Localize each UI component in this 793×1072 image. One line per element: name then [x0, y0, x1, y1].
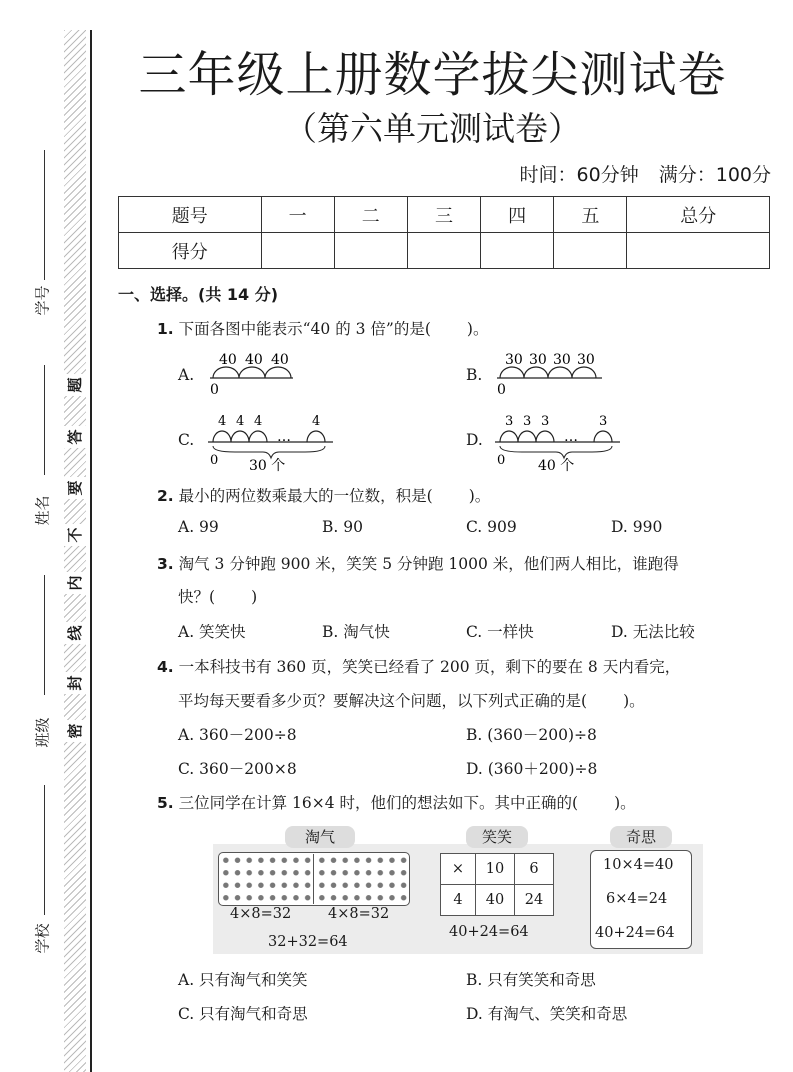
- table-cell: 得分: [119, 233, 262, 269]
- grid-cell: 10: [476, 854, 515, 885]
- name-line: [44, 365, 45, 475]
- count-label: 40 个: [538, 458, 575, 472]
- arc-label: 30: [505, 352, 523, 368]
- brace: [500, 446, 612, 458]
- diagram-c: [205, 408, 340, 472]
- table-cell: 五: [554, 197, 627, 233]
- question-5: [157, 791, 636, 813]
- option-label[interactable]: D.: [466, 431, 483, 449]
- option-c[interactable]: C. 909: [466, 518, 517, 536]
- seal-char: 线: [64, 622, 86, 644]
- qisi-line: 40+24=64: [595, 925, 675, 941]
- time-info: [500, 160, 771, 187]
- diagram-b: [492, 348, 607, 398]
- school-label: 学校: [33, 923, 52, 954]
- section-heading: 一、选择。(共 14 分): [118, 285, 279, 304]
- question-4: [157, 655, 680, 677]
- jump-arcs: [500, 367, 596, 378]
- seal-char: 题: [64, 374, 86, 396]
- option-a[interactable]: A. 99: [178, 518, 219, 536]
- option-c[interactable]: C. 360－200×8: [178, 760, 297, 778]
- score-table: [118, 196, 770, 269]
- arc-label: 30: [553, 352, 571, 368]
- option-d[interactable]: D. 990: [611, 518, 663, 536]
- full-score: 满分：100分: [658, 164, 771, 186]
- xiaoxiao-grid: [440, 853, 554, 916]
- page-title: 三年级上册数学拔尖测试卷: [138, 47, 727, 103]
- arc-label: 3: [599, 414, 608, 429]
- grid-cell: 40: [476, 885, 515, 916]
- question-text: 淘气 3 分钟跑 900 米，笑笑 5 分钟跑 1000 米，他们两人相比，谁跑得: [178, 555, 679, 573]
- qisi-name-tag: 奇思: [610, 826, 672, 848]
- zero-label: 0: [210, 453, 219, 468]
- score-cell[interactable]: [334, 233, 407, 269]
- score-cell[interactable]: [261, 233, 334, 269]
- arc-label: 30: [577, 352, 595, 368]
- taoqi-name-tag: 淘气: [285, 826, 355, 848]
- jump-arcs: [213, 367, 291, 378]
- page-subtitle: （第六单元测试卷）: [284, 109, 581, 148]
- zero-label: 0: [497, 382, 506, 398]
- question-4-line2: [178, 689, 645, 711]
- question-3-line2: [178, 585, 257, 607]
- jump-arcs: [213, 431, 325, 442]
- question-tail: )。: [468, 487, 491, 505]
- option-b[interactable]: B. 90: [322, 518, 363, 536]
- table-cell: 三: [407, 197, 480, 233]
- arc-label: 4: [312, 414, 321, 429]
- time-limit: 时间：60分钟: [519, 164, 639, 186]
- id-line: [44, 150, 45, 280]
- option-d[interactable]: D. 有淘气、笑笑和奇思: [466, 1005, 628, 1023]
- question-number: 5.: [157, 794, 174, 812]
- class-line: [44, 575, 45, 695]
- diagram-a: [205, 348, 305, 398]
- question-text: 快？(: [178, 588, 216, 606]
- question-tail: )。: [614, 794, 636, 812]
- option-b[interactable]: B. 淘气快: [322, 623, 390, 641]
- score-table-row: [119, 233, 770, 269]
- option-a[interactable]: A. 笑笑快: [178, 623, 246, 641]
- arc-label: 4: [218, 414, 227, 429]
- arc-label: 3: [541, 414, 550, 429]
- seal-char: 封: [64, 672, 86, 694]
- score-table-header: [119, 197, 770, 233]
- question-number: 2.: [157, 487, 174, 505]
- grid-cell: 4: [441, 885, 476, 916]
- dot-array-left: [220, 854, 314, 904]
- score-cell[interactable]: [407, 233, 480, 269]
- question-number: 3.: [157, 555, 174, 573]
- table-cell: 题号: [119, 197, 262, 233]
- xiaoxiao-sum: 40+24=64: [449, 924, 529, 940]
- arc-label: 3: [523, 414, 532, 429]
- score-cell[interactable]: [554, 233, 627, 269]
- score-cell[interactable]: [627, 233, 770, 269]
- seal-char: 不: [64, 524, 86, 546]
- question-text: 下面各图中能表示“40 的 3 倍”的是(: [178, 320, 431, 338]
- table-cell: 二: [334, 197, 407, 233]
- diagram-d: [492, 408, 627, 472]
- question-tail: ): [251, 588, 258, 606]
- question-text: 三位同学在计算 16×4 时，他们的想法如下。其中正确的(: [178, 794, 579, 812]
- binding-hatch: [64, 30, 86, 1072]
- school-line: [44, 785, 45, 915]
- brace: [213, 446, 325, 458]
- option-label[interactable]: B.: [466, 366, 483, 384]
- table-cell: 四: [481, 197, 554, 233]
- ellipsis: …: [277, 429, 291, 445]
- arc-label: 40: [219, 352, 237, 368]
- arc-label: 40: [245, 352, 263, 368]
- grid-row: [441, 854, 554, 885]
- jump-arcs: [500, 431, 612, 442]
- dot-array-right: [316, 854, 409, 904]
- taoqi-right-eq: 4×8=32: [328, 906, 390, 922]
- option-a[interactable]: A. 360－200÷8: [178, 726, 297, 744]
- student-id-label: 学号: [33, 285, 52, 316]
- arc-label: 4: [254, 414, 263, 429]
- zero-label: 0: [210, 382, 219, 398]
- question-2: [157, 484, 490, 506]
- seal-char: 要: [64, 477, 86, 499]
- ellipsis: …: [564, 429, 578, 445]
- qisi-box: [590, 850, 692, 949]
- question-text: 最小的两位数乘最大的一位数，积是(: [178, 487, 433, 505]
- option-b[interactable]: B. (360－200)÷8: [466, 726, 597, 744]
- arc-label: 4: [236, 414, 245, 429]
- grid-cell: ×: [441, 854, 476, 885]
- seal-char: 密: [64, 720, 86, 742]
- question-number: 1.: [157, 320, 174, 338]
- qisi-line: 10×4=40: [603, 857, 674, 873]
- arc-label: 3: [505, 414, 514, 429]
- question-number: 4.: [157, 658, 174, 676]
- seal-char: 内: [64, 572, 86, 594]
- binding-line: [90, 30, 92, 1072]
- option-b[interactable]: B. 只有笑笑和奇思: [466, 971, 596, 989]
- grid-cell: 6: [515, 854, 554, 885]
- option-c[interactable]: C. 只有淘气和奇思: [178, 1005, 308, 1023]
- grid-row: [441, 885, 554, 916]
- seal-char: 答: [64, 426, 86, 448]
- option-a[interactable]: A. 只有淘气和笑笑: [178, 971, 308, 989]
- arc-label: 30: [529, 352, 547, 368]
- grid-cell: 24: [515, 885, 554, 916]
- taoqi-left-eq: 4×8=32: [230, 906, 292, 922]
- table-cell: 一: [261, 197, 334, 233]
- count-label: 30 个: [249, 458, 286, 472]
- score-cell[interactable]: [481, 233, 554, 269]
- qisi-line: 6×4=24: [606, 891, 668, 907]
- option-label[interactable]: C.: [178, 431, 195, 449]
- arc-label: 40: [271, 352, 289, 368]
- zero-label: 0: [497, 453, 506, 468]
- question-text: 一本科技书有 360 页，笑笑已经看了 200 页，剩下的要在 8 天内看完，: [178, 658, 681, 676]
- option-c[interactable]: C. 一样快: [466, 623, 534, 641]
- question-tail: )。: [466, 320, 489, 338]
- taoqi-sum: 32+32=64: [268, 934, 348, 950]
- name-label: 姓名: [33, 495, 52, 526]
- question-text: 平均每天要看多少页？要解决这个问题，以下列式正确的是(: [178, 692, 588, 710]
- xiaoxiao-name-tag: 笑笑: [466, 826, 528, 848]
- question-1: [157, 317, 488, 339]
- option-d[interactable]: D. (360＋200)÷8: [466, 760, 598, 778]
- option-d[interactable]: D. 无法比较: [611, 623, 695, 641]
- option-label[interactable]: A.: [178, 366, 195, 384]
- class-label: 班级: [33, 717, 52, 748]
- question-tail: )。: [623, 692, 645, 710]
- table-cell: 总分: [627, 197, 770, 233]
- dot-array: [218, 852, 410, 906]
- question-3: [157, 552, 679, 574]
